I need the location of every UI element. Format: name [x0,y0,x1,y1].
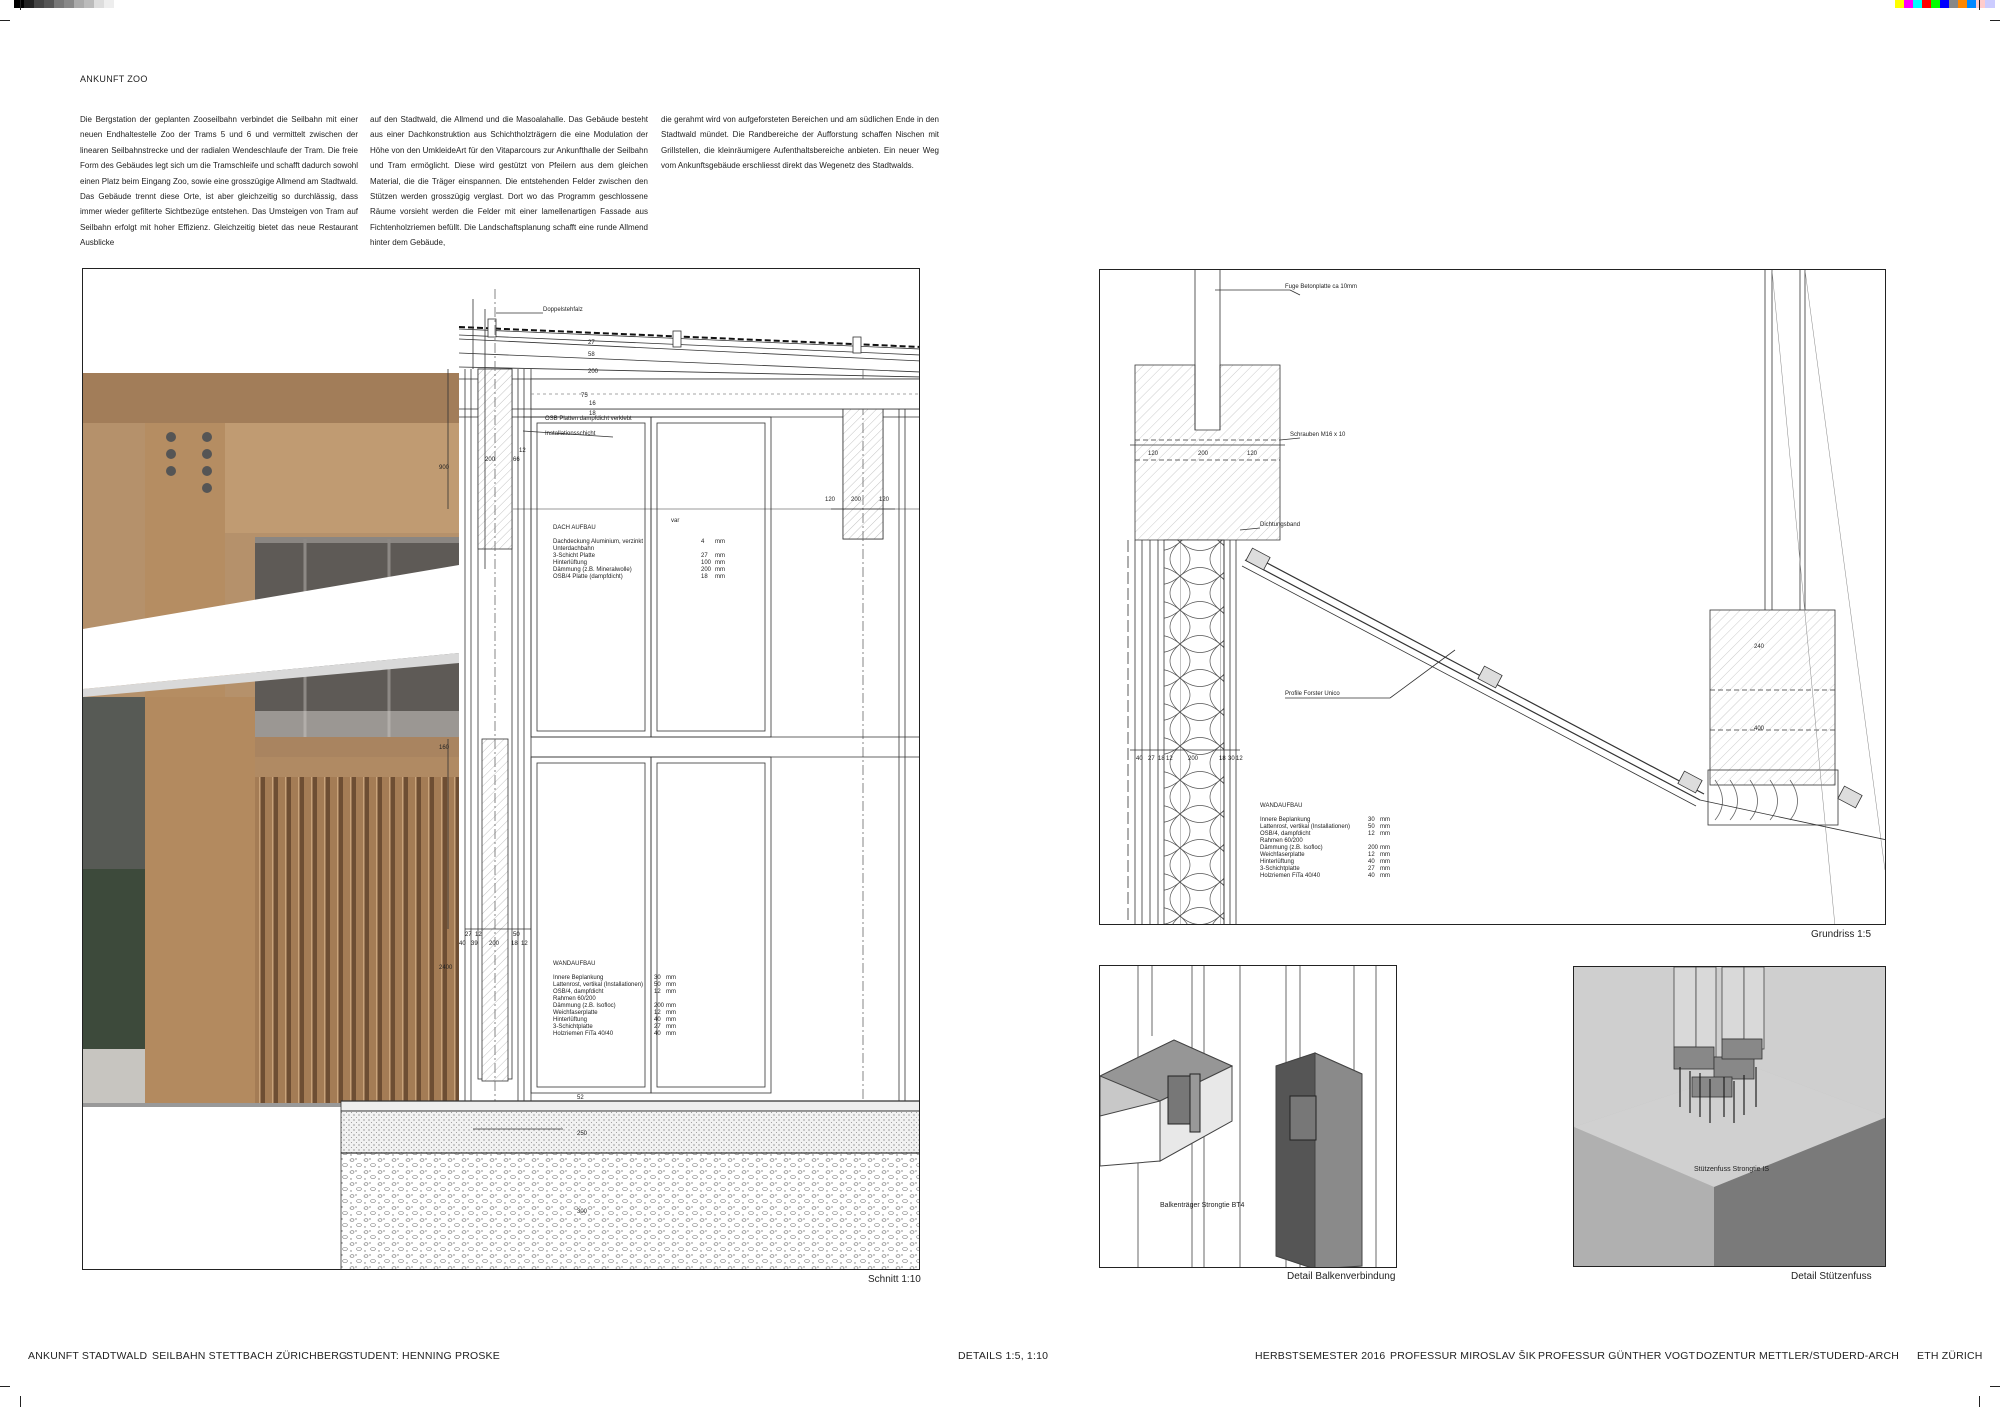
svg-text:18: 18 [1158,756,1165,762]
detail2-label: Stützenfuss Strongtie IS [1694,1166,1770,1173]
svg-text:Hinterlüftung: Hinterlüftung [1260,859,1295,865]
svg-text:27: 27 [1368,866,1375,872]
plan-drawing [1099,269,1886,925]
svg-text:12: 12 [654,989,661,995]
svg-text:52: 52 [577,1095,584,1101]
svg-text:mm: mm [1380,824,1390,830]
svg-text:12: 12 [1166,756,1173,762]
crop-mark [0,20,10,21]
svg-text:27: 27 [588,340,595,346]
plan-svg [1100,270,1886,925]
svg-text:mm: mm [1380,817,1390,823]
text-column-1: Die Bergstation der geplanten Zooseilbahn verbindet die Seilbahn mit einer neuen Endhaltestelle Zoo der Trams 5 und 6 und vermittelt zwischen der linearen Seilbahnstrecke und der radialen Wendeschlaufe der Tram. Die freie Form des Gebäudes legt sich um die Tramschleife und schafft dadurch sowohl einen Platz beim Eingang Zoo, sowie eine grosszügige Allmend am Stadtwald. Das Gebäude trennt diese Orte, ist aber gleichzeitig so durchlässig, dass immer wieder gefilterte Sichtbezüge entstehen. Das Umsteigen von Tram auf Seilbahn erfolgt mit hoher Effizienz. Gleichzeitig bietet das neue Restaurant Ausblicke [80,115,358,248]
svg-text:mm: mm [666,1003,676,1009]
svg-text:mm: mm [715,574,725,580]
svg-text:mm: mm [715,560,725,566]
label-doppelstehfalz: Doppelstehfalz [543,307,583,313]
svg-text:mm: mm [715,567,725,573]
svg-text:200: 200 [701,567,712,573]
svg-text:12: 12 [475,932,482,938]
svg-text:100: 100 [701,560,712,566]
svg-text:Weichfaserplatte: Weichfaserplatte [553,1010,598,1016]
crop-mark [1979,0,1980,10]
svg-text:Dämmung (z.B. Isofloc): Dämmung (z.B. Isofloc) [553,1003,616,1009]
svg-text:Rahmen 60/200: Rahmen 60/200 [1260,838,1303,844]
svg-text:Hinterlüftung: Hinterlüftung [553,560,588,566]
detail1-label: Balkenträger Strongtie BT4 [1160,1202,1245,1209]
svg-text:mm: mm [666,1024,676,1030]
svg-text:200: 200 [1198,451,1209,457]
svg-text:12: 12 [1368,831,1375,837]
svg-text:200: 200 [588,369,599,375]
svg-text:2400: 2400 [439,965,453,971]
svg-text:Holzriemen FiTa 40/40: Holzriemen FiTa 40/40 [1260,873,1321,879]
svg-text:Lattenrost, vertikal (Installa: Lattenrost, vertikal (Installationen) [1260,824,1351,830]
footer-prof-sik: PROFESSUR MIROSLAV ŠIK [1390,1350,1536,1362]
crop-mark [1990,1386,2000,1387]
svg-text:200: 200 [654,1003,665,1009]
section-wall-buildup [553,961,676,1037]
svg-text:120: 120 [1247,451,1258,457]
label-dichtungsband: Dichtungsband [1260,522,1301,528]
svg-text:mm: mm [1380,859,1390,865]
svg-text:mm: mm [715,539,725,545]
svg-text:120: 120 [879,497,890,503]
svg-text:3-Schichtplatte: 3-Schichtplatte [553,1024,593,1030]
svg-text:900: 900 [439,465,450,471]
svg-text:40: 40 [459,941,466,947]
svg-text:mm: mm [715,553,725,559]
footer-darch: D-ARCH [1857,1350,1900,1362]
crop-mark [1979,1396,1980,1407]
svg-text:400: 400 [1754,726,1765,732]
svg-text:12: 12 [1368,852,1375,858]
footer-project: ANKUNFT STADTWALD [28,1350,148,1362]
svg-text:mm: mm [1380,866,1390,872]
svg-text:mm: mm [1380,852,1390,858]
svg-text:4: 4 [701,539,705,545]
svg-text:12: 12 [521,941,528,947]
svg-text:30: 30 [1368,817,1375,823]
svg-text:3-Schichtplatte: 3-Schichtplatte [1260,866,1300,872]
text-column-2: auf den Stadtwald, die Allmend und die Masoalahalle. Das Gebäude besteht aus einer Dachkonstruktion aus Schichtholzträgern die eine Modulation der Höhe von den UmkleideArt für den Vitaparcours zur Ankunfthalle der Seilbahn und Tram ermöglicht. Diese wird gestützt von Pfeilern aus dem gleichen Material, die die Träger einspannen. Die entstehenden Felder zwischen den Stützen werden grosszügig verglast. Dort wo das Programm geschlossene Räume vorsieht werden die Felder mit einer lamellenartigen Fassade aus Fichtenholzriemen befüllt. Die Landschaftsplanung schafft eine runde Allmend hinter dem Gebäude, [370,115,648,248]
footer-eth: ETH ZÜRICH [1917,1350,1983,1362]
detail-beam-connection [1099,965,1397,1268]
svg-text:30: 30 [1228,756,1235,762]
detail2-caption: Detail Stützenfuss [1791,1271,1872,1282]
label-var: var [671,518,680,524]
svg-text:18: 18 [701,574,708,580]
section-svg [83,269,920,1270]
text-column-3: die gerahmt wird von aufgeforsteten Bereichen und am südlichen Ende in den Stadtwald mündet. Die Randbereiche der Aufforstung schaffen Nischen mit Grillstellen, die kleinräumigere Aufenthaltsbereiche anbieten. Ein neuer Weg vom Ankunftsgebäude erschliesst direkt das Wegenetz des Stadtwalds. [661,115,939,171]
svg-text:mm: mm [666,1010,676,1016]
detail-column-base [1573,966,1886,1267]
svg-text:18: 18 [511,941,518,947]
svg-text:18: 18 [589,411,596,417]
svg-text:16: 16 [589,401,596,407]
svg-text:Dämmung (z.B. Isofloc): Dämmung (z.B. Isofloc) [1260,845,1323,851]
svg-text:200: 200 [485,457,496,463]
svg-text:40: 40 [1368,873,1375,879]
footer-semester: HERBSTSEMESTER 2016 [1255,1350,1386,1362]
svg-text:Innere Beplankung: Innere Beplankung [553,975,604,981]
detail2-svg [1574,967,1886,1267]
svg-text:mm: mm [666,975,676,981]
footer-student: STUDENT: HENNING PROSKE [346,1350,500,1362]
svg-text:mm: mm [666,989,676,995]
svg-text:mm: mm [1380,831,1390,837]
plan-wall-buildup-title: WANDAUFBAU [1260,803,1303,809]
footer-dozentur: DOZENTUR METTLER/STUDER [1696,1350,1857,1362]
svg-text:250: 250 [577,1131,588,1137]
svg-text:mm: mm [1380,845,1390,851]
svg-text:Unterdachbahn: Unterdachbahn [553,546,595,552]
svg-text:12: 12 [1236,756,1243,762]
svg-text:Innere Beplankung: Innere Beplankung [1260,817,1311,823]
svg-text:Hinterlüftung: Hinterlüftung [553,1017,588,1023]
svg-text:200: 200 [851,497,862,503]
wall-buildup-title: WANDAUFBAU [553,961,596,967]
svg-text:40: 40 [654,1031,661,1037]
crop-mark [20,0,21,10]
svg-text:OSB/4, dampfdicht: OSB/4, dampfdicht [553,989,604,995]
footer-site: SEILBAHN STETTBACH ZÜRICHBERG [152,1350,348,1362]
label-fuge: Fuge Betonplatte ca 10mm [1285,284,1358,290]
svg-text:40: 40 [1368,859,1375,865]
svg-text:200: 200 [1368,845,1379,851]
label-profile: Profile Forster Unico [1285,691,1340,697]
label-schrauben: Schrauben M16 x 10 [1290,432,1346,438]
svg-text:27: 27 [654,1024,661,1030]
svg-text:27: 27 [1148,756,1155,762]
svg-text:39: 39 [471,941,478,947]
plan-linework [1128,270,1886,925]
svg-text:58: 58 [588,352,595,358]
svg-text:30: 30 [654,975,661,981]
svg-text:50: 50 [513,932,520,938]
svg-text:mm: mm [666,982,676,988]
svg-text:Holzriemen FiTa 40/40: Holzriemen FiTa 40/40 [553,1031,614,1037]
svg-text:240: 240 [1754,644,1765,650]
svg-text:300: 300 [577,1209,588,1215]
crop-mark [1990,20,2000,21]
svg-text:12: 12 [654,1010,661,1016]
svg-text:3-Schicht Platte: 3-Schicht Platte [553,553,596,559]
svg-text:200: 200 [489,941,500,947]
svg-text:mm: mm [666,1031,676,1037]
roof-buildup-title: DACH AUFBAU [553,525,596,531]
detail1-caption: Detail Balkenverbindung [1287,1271,1396,1282]
svg-text:Rahmen 60/200: Rahmen 60/200 [553,996,596,1002]
svg-text:160: 160 [439,745,450,751]
crop-mark [20,1396,21,1407]
svg-text:18: 18 [1219,756,1226,762]
svg-text:120: 120 [1148,451,1159,457]
svg-text:Weichfaserplatte: Weichfaserplatte [1260,852,1305,858]
svg-text:OSB/4, dampfdicht: OSB/4, dampfdicht [1260,831,1311,837]
plan-caption: Grundriss 1:5 [1811,929,1872,940]
svg-text:Dachdeckung Aluminium, verzink: Dachdeckung Aluminium, verzinkt [553,539,644,545]
plan-wall-buildup [1260,803,1390,879]
svg-text:50: 50 [1368,824,1375,830]
roof-buildup [553,525,725,580]
facade-rendering [83,373,459,1107]
section-drawing [82,268,920,1270]
svg-text:OSB/4 Platte (dampfdicht): OSB/4 Platte (dampfdicht) [553,574,623,580]
svg-text:75: 75 [581,393,588,399]
section-caption: Schnitt 1:10 [868,1274,921,1285]
grayscale-strip [14,0,114,8]
svg-text:50: 50 [654,982,661,988]
svg-text:120: 120 [825,497,836,503]
svg-text:27: 27 [465,932,472,938]
svg-text:40: 40 [1136,756,1143,762]
svg-text:mm: mm [666,1017,676,1023]
svg-text:200: 200 [1188,756,1199,762]
svg-text:27: 27 [701,553,708,559]
detail1-svg [1100,966,1397,1268]
svg-text:mm: mm [1380,873,1390,879]
color-strip [1895,0,1995,8]
label-osb: OSB Platten dampfdicht verklebt [545,416,632,422]
page-heading: ANKUNFT ZOO [80,74,148,84]
svg-text:Lattenrost, vertikal (Installa: Lattenrost, vertikal (Installationen) [553,982,644,988]
label-installationsschicht: Installationsschicht [545,431,596,437]
svg-text:66: 66 [513,457,520,463]
footer-center: DETAILS 1:5, 1:10 [958,1350,1049,1362]
svg-text:40: 40 [654,1017,661,1023]
svg-text:12: 12 [519,448,526,454]
crop-mark [0,1386,10,1387]
footer-prof-vogt: PROFESSUR GÜNTHER VOGT [1538,1350,1696,1362]
svg-text:Dämmung (z.B. Mineralwolle): Dämmung (z.B. Mineralwolle) [553,567,632,573]
